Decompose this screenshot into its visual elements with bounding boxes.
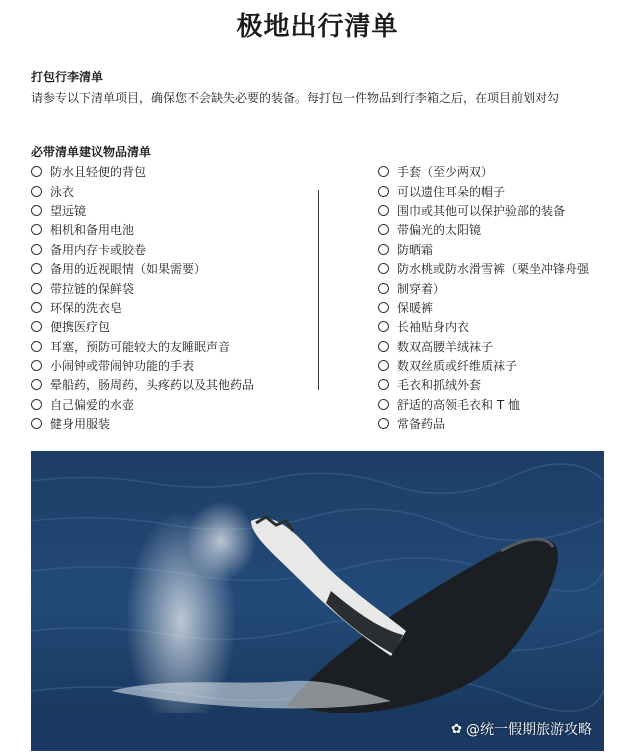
- checklist-item[interactable]: [31, 298, 311, 317]
- checkbox-circle-icon[interactable]: [378, 186, 389, 197]
- checklist-item[interactable]: [378, 201, 628, 220]
- checklist-item-label: 相机和备用电池: [50, 223, 135, 238]
- checklist-item[interactable]: [378, 162, 628, 181]
- checkbox-circle-icon[interactable]: [31, 302, 42, 313]
- checklist-item[interactable]: [378, 395, 628, 414]
- watermark-text: @统一假期旅游攻略: [466, 722, 592, 738]
- checklist-item-label: 环保的洗衣皂: [50, 300, 123, 315]
- checkbox-circle-icon[interactable]: [378, 244, 389, 255]
- checklist-item-label: 自己偏爱的水壶: [50, 397, 135, 412]
- checklist-item[interactable]: [31, 181, 311, 200]
- checklist-item[interactable]: [378, 375, 628, 394]
- checklist-item[interactable]: [31, 220, 311, 239]
- checklist-item[interactable]: [31, 201, 311, 220]
- checklist-item[interactable]: [378, 259, 628, 278]
- checkbox-circle-icon[interactable]: [378, 302, 389, 313]
- page-title: 极地出行清单: [236, 12, 399, 42]
- checkbox-circle-icon[interactable]: [31, 283, 42, 294]
- checklist-item[interactable]: [31, 240, 311, 259]
- checklist-item-label: 望远镜: [50, 203, 87, 218]
- checkbox-circle-icon[interactable]: [31, 224, 42, 235]
- checklist-item[interactable]: [378, 240, 628, 259]
- checkbox-circle-icon[interactable]: [31, 360, 42, 371]
- checklist-item-label: 带偏光的太阳镜: [397, 223, 482, 238]
- checkbox-circle-icon[interactable]: [31, 166, 42, 177]
- checklist-item-label: 健身用服装: [50, 417, 111, 432]
- checkbox-circle-icon[interactable]: [378, 360, 389, 371]
- checklist-item[interactable]: [378, 337, 628, 356]
- whale-photo: [31, 451, 604, 751]
- checkbox-circle-icon[interactable]: [378, 166, 389, 177]
- checklist-item[interactable]: [378, 414, 628, 433]
- checklist-item[interactable]: [31, 375, 311, 394]
- checklist-item-label: 晕船药，肠周药，头疼药以及其他药品: [50, 378, 255, 393]
- checklist-item-label: 数双丝质或纤维质袜子: [397, 359, 518, 374]
- column-divider: [318, 190, 319, 390]
- checklist-item-label: 毛衣和抓绒外套: [397, 378, 482, 393]
- checklist-item[interactable]: [31, 278, 311, 297]
- checklist-item-label: 备用的近视眼情（如果需要）: [50, 262, 207, 277]
- checklist-item-label: 防晒霜: [397, 242, 434, 257]
- checklist-item[interactable]: [378, 298, 628, 317]
- checklist-item-label: 保暖裤: [397, 300, 434, 315]
- checkbox-circle-icon[interactable]: [378, 263, 389, 274]
- checklist-item[interactable]: [31, 259, 311, 278]
- checkbox-circle-icon[interactable]: [378, 399, 389, 410]
- checklist-left-column: [31, 162, 311, 433]
- checkbox-circle-icon[interactable]: [31, 341, 42, 352]
- checklist-item[interactable]: [378, 356, 628, 375]
- checkbox-circle-icon[interactable]: [378, 321, 389, 332]
- checklist-item-label: 便携医疗包: [50, 320, 111, 335]
- checklist-item[interactable]: [31, 337, 311, 356]
- checklist-item-label: 带拉链的保鲜袋: [50, 281, 135, 296]
- checklist-item-label: 数双高腰羊绒袜子: [397, 339, 494, 354]
- checklist-item-label: 常备药品: [397, 417, 446, 432]
- checklist-item[interactable]: [31, 356, 311, 375]
- checklist-item[interactable]: [378, 317, 628, 336]
- checklist-right-column: [378, 162, 628, 433]
- watermark: [451, 719, 592, 739]
- checklist-heading: 必带清单建议物品清单: [31, 145, 152, 159]
- checklist-item-label: 可以遗住耳朵的帽子: [397, 184, 506, 199]
- checklist-item-label: 长袖贴身内衣: [397, 320, 470, 335]
- checkbox-circle-icon[interactable]: [31, 244, 42, 255]
- checkbox-circle-icon[interactable]: [378, 341, 389, 352]
- checklist-item-label: 小闹钟或带闹钟功能的手表: [50, 359, 195, 374]
- checklist-item-label: 手套（至少两双）: [397, 165, 494, 180]
- checklist-item-label: 围巾或其他可以保护验部的装备: [397, 203, 566, 218]
- checkbox-circle-icon[interactable]: [378, 418, 389, 429]
- checkbox-circle-icon[interactable]: [31, 379, 42, 390]
- checklist-item[interactable]: [378, 278, 628, 297]
- checkbox-circle-icon[interactable]: [378, 379, 389, 390]
- checklist-item[interactable]: [378, 181, 628, 200]
- checklist-item-label: 防水桃或防水滑雪裤（栗坐冲锋舟强: [397, 262, 590, 277]
- checklist-item-label: 耳塞，预防可能较大的友睡眠声音: [50, 339, 231, 354]
- watermark-logo-icon: ✿: [451, 721, 462, 737]
- checkbox-circle-icon[interactable]: [31, 205, 42, 216]
- packing-intro: 请参专以下清单项目，确保您不会缺失必要的装备。每打包一件物品到行李箱之后，在项目前划对勾: [31, 91, 560, 105]
- checkbox-circle-icon[interactable]: [31, 399, 42, 410]
- checkbox-circle-icon[interactable]: [31, 418, 42, 429]
- packing-heading: 打包行李清单: [31, 70, 104, 84]
- checklist-item[interactable]: [378, 220, 628, 239]
- checklist-item-label: 舒适的高领毛衣和 T 恤: [397, 397, 520, 412]
- checklist-item-label: 制穿着）: [397, 281, 446, 296]
- checkbox-circle-icon[interactable]: [31, 321, 42, 332]
- checklist-item-label: 防水且轻便的背包: [50, 165, 147, 180]
- checkbox-circle-icon[interactable]: [378, 224, 389, 235]
- checkbox-circle-icon[interactable]: [31, 186, 42, 197]
- checklist-item[interactable]: [31, 414, 311, 433]
- checkbox-circle-icon[interactable]: [378, 205, 389, 216]
- checklist-item[interactable]: [31, 317, 311, 336]
- checklist-item-label: 备用内存卡或胶卷: [50, 242, 147, 257]
- checklist-item[interactable]: [31, 162, 311, 181]
- checklist-item[interactable]: [31, 395, 311, 414]
- checklist-item-label: 泳衣: [50, 184, 75, 199]
- checkbox-circle-icon[interactable]: [31, 263, 42, 274]
- checkbox-circle-icon[interactable]: [378, 283, 389, 294]
